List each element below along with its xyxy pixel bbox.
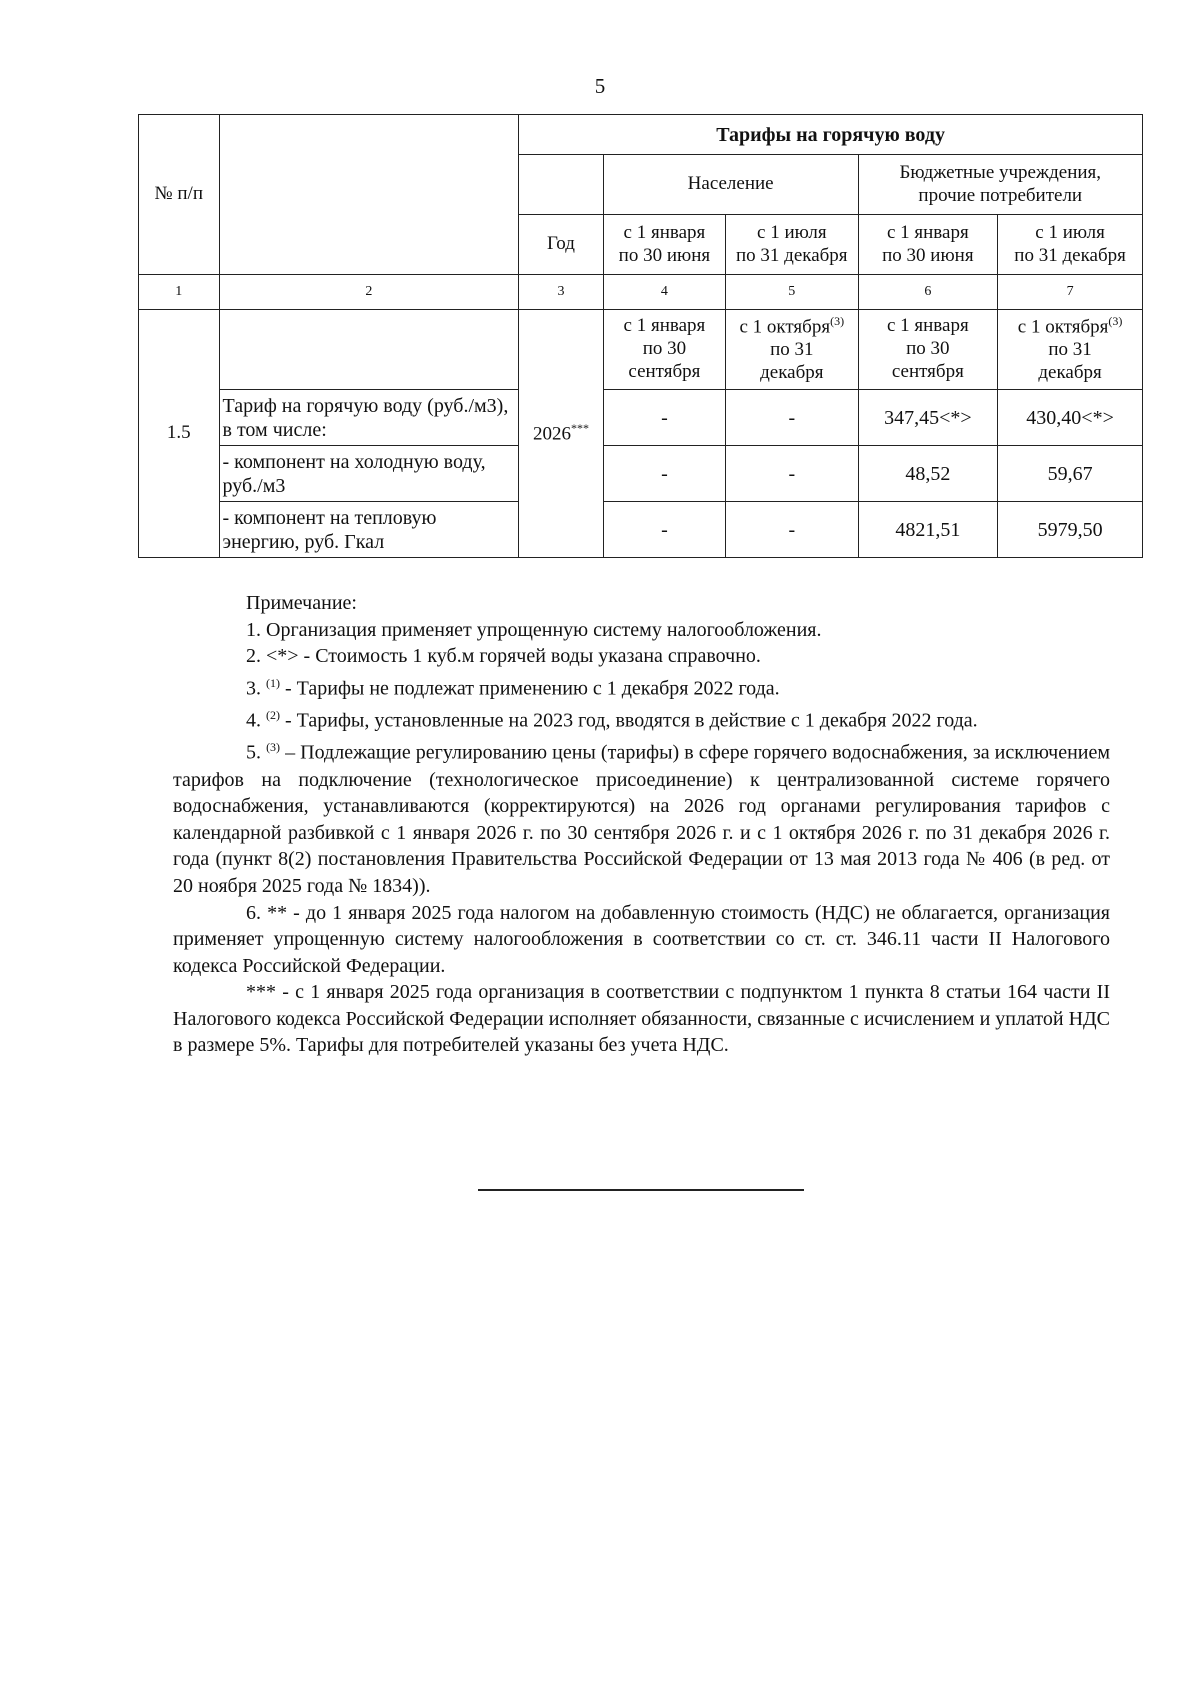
- cell-cold-water-c7: 59,67: [998, 446, 1143, 502]
- subperiod-pop-2: с 1 октября$^{(3)}$ по 31 декабря: [726, 310, 858, 390]
- col-number-3: 3: [519, 275, 604, 310]
- header-year-blank: [519, 155, 604, 215]
- row-subperiod-blank: [219, 310, 519, 390]
- col-number-7: 7: [998, 275, 1143, 310]
- cell-heat-energy-c7: 5979,50: [998, 502, 1143, 558]
- header-number: № п/п: [139, 115, 220, 275]
- cell-hot-water-c5: -: [726, 390, 858, 446]
- note-5: 5. $^{(3)}$ – Подлежащие регулированию цены (тарифы) в сфере горячего водоснабжения, за исключением тарифов на подключение (технологическое присоединение) к централизованной системе горячего водоснабжения, устанавливаются (корректируются) на 2026 год органами регулирования тарифов с календарной разбивкой с 1 января 2026 г. по 30 сентября 2026 г. и с 1 октября 2026 г. по 31 декабря 2026 г. года (пункт 8(2) постановления Правительства Российской Федерации от 13 мая 2013 года № 406 (в ред. от 20 ноября 2025 года № 1834)).: [173, 740, 1111, 897]
- header-tariffs-title: Тарифы на горячую воду: [519, 115, 1143, 155]
- cell-hot-water-c6: 347,45<*>: [858, 390, 998, 446]
- col-number-4: 4: [603, 275, 725, 310]
- header-period-2: с 1 июля по 31 декабря: [726, 215, 858, 275]
- note-3: 3. $^{(1)}$ - Тарифы не подлежат применению с 1 декабря 2022 года.: [246, 675, 780, 700]
- header-population: Население: [603, 155, 858, 215]
- subperiod-budget-1: с 1 января по 30 сентября: [858, 310, 998, 390]
- cell-cold-water-c6: 48,52: [858, 446, 998, 502]
- note-2: 2. <*> - Стоимость 1 куб.м горячей воды указана справочно.: [246, 645, 761, 668]
- cell-cold-water-c5: -: [726, 446, 858, 502]
- header-budget-consumers: [858, 155, 1142, 215]
- hot-water-tariff-table: [138, 114, 1143, 558]
- note-6: 6. ** - до 1 января 2025 года налогом на добавленную стоимость (НДС) не облагается, организация применяет упрощенную систему налогообложения в соответствии со ст. ст. 346.11 части II Налогового кодекса Российской Федерации.: [173, 901, 1110, 977]
- cell-heat-energy-c5: -: [726, 502, 858, 558]
- col-number-5: 5: [726, 275, 858, 310]
- row-label-hot-water: Тариф на горячую воду (руб./м3), в том числе:: [219, 390, 519, 446]
- col-number-1: 1: [139, 275, 220, 310]
- header-period-1: с 1 января по 30 июня: [603, 215, 725, 275]
- header-budget-line2: прочие потребители: [918, 184, 1083, 206]
- header-budget-line1: Бюджетные учреждения,: [899, 161, 1102, 183]
- col-number-6: 6: [858, 275, 998, 310]
- row-label-heat-energy: - компонент на тепловую энергию, руб. Гкал: [219, 502, 519, 558]
- note-1: 1. Организация применяет упрощенную систему налогообложения.: [246, 618, 822, 641]
- subperiod-pop-1: с 1 января по 30 сентября: [603, 310, 725, 390]
- header-period-4: с 1 июля по 31 декабря: [998, 215, 1143, 275]
- notes-section: [173, 590, 1110, 1059]
- row-year: 2026***: [519, 310, 604, 558]
- page-number: 5: [594, 74, 606, 98]
- cell-heat-energy-c6: 4821,51: [858, 502, 998, 558]
- closing-rule: [478, 1189, 804, 1191]
- row-label-cold-water: - компонент на холодную воду, руб./м3: [219, 446, 519, 502]
- note-7: *** - с 1 января 2025 года организация в соответствии с подпунктом 1 пункта 8 статьи 164 части II Налогового кодекса Российской Федерации исполняет обязанности, связанные с исчислением и уплатой НДС в размере 5%. Тарифы для потребителей указаны без учета НДС.: [173, 981, 1110, 1057]
- row-number: 1.5: [139, 310, 220, 558]
- header-description: [219, 115, 519, 275]
- subperiod-budget-2: с 1 октября$^{(3)}$ по 31 декабря: [998, 310, 1143, 390]
- header-year: Год: [519, 215, 604, 275]
- cell-cold-water-c4: -: [603, 446, 725, 502]
- col-number-2: 2: [219, 275, 519, 310]
- notes-heading: Примечание:: [246, 592, 357, 614]
- note-4: 4. $^{(2)}$ - Тарифы, установленные на 2023 год, вводятся в действие с 1 декабря 2022 года.: [246, 708, 978, 732]
- cell-hot-water-c4: -: [603, 390, 725, 446]
- header-period-3: с 1 января по 30 июня: [858, 215, 998, 275]
- cell-heat-energy-c4: -: [603, 502, 725, 558]
- cell-hot-water-c7: 430,40<*>: [998, 390, 1143, 446]
